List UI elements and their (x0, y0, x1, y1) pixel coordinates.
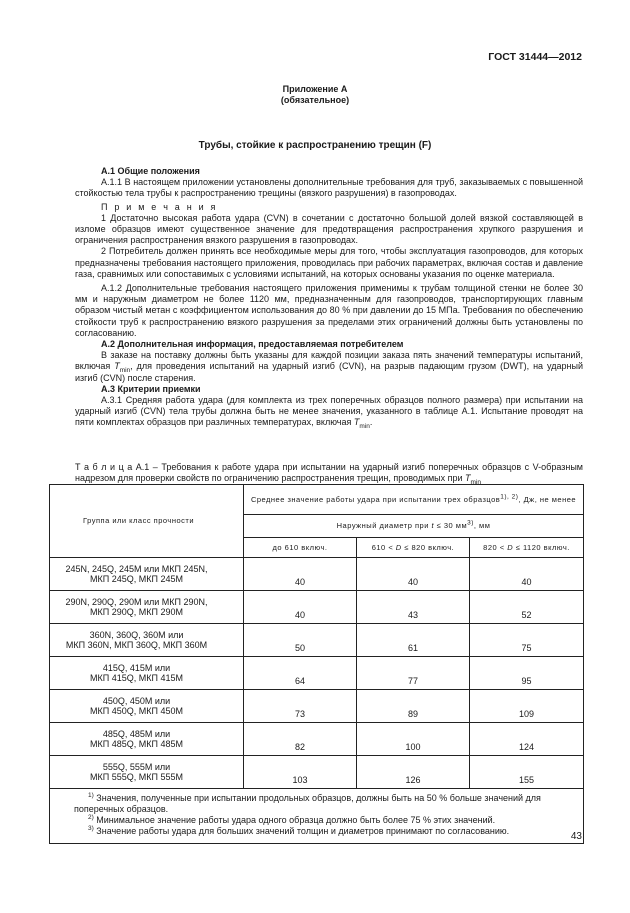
value-cell: 64 (244, 657, 357, 690)
strength-group-cell: 360N, 360Q, 360M или МКП 360N, МКП 360Q, МКП 360M (50, 624, 244, 657)
strength-group-cell: 555Q, 555M или МКП 555Q, МКП 555M (50, 756, 244, 789)
annex-status: (обязательное) (280, 95, 350, 105)
section-heading-a1: А.1 Общие положения (101, 166, 200, 176)
strength-group-cell: 290N, 290Q, 290M или МКП 290N, МКП 290Q, МКП 290M (50, 591, 244, 624)
section-heading-a3: А.3 Критерии приемки (101, 383, 201, 394)
paragraph-a1-2: А.1.2 Дополнительные требования настоящего приложения применимы к трубам толщиной стенки не более 30 мм и наружным диаметром не более 1120 мм, предназначенным для газопроводов, транспортирующих главным образом чистый метан с коэффициентом использования до 80 % при давлении до 15 МПа. Требования по обеспечению стойкости труб к распространению вязкого разрушения за пределами этих ограничений должны быть установлены по согласованию. (75, 283, 583, 338)
header-outer-diameter: Наружный диаметр при t ≤ 30 $мм^{3)}$, мм (244, 515, 584, 538)
header-strength-group: Группа или класс прочности (50, 485, 244, 558)
value-cell: 95 (470, 657, 584, 690)
value-cell: 40 (244, 558, 357, 591)
footnote-2: $^{2)}$ Минимальное значение работы удара одного образца должно быть более 75 % этих значений. (88, 814, 496, 825)
value-cell: 50 (244, 624, 357, 657)
paragraph-a3-1: А.3.1 Средняя работа удара (для комплекта из трех поперечных образцов полного размера) при испытании на ударный изгиб (CVN) тела трубы должна быть не менее значения, указанного в таблице А.1. Испытание проводят на пяти комплектах образцов при различных температурах, включая $T_{min}$. (75, 395, 583, 431)
value-cell: 40 (357, 558, 470, 591)
table-row (50, 657, 584, 690)
footnote-3: $^{3)}$ Значение работы удара для больших значений толщин и диаметров принимают по согласованию. (88, 825, 510, 836)
value-cell: 124 (470, 723, 584, 756)
header-diameter-1120: 820 < D ≤ 1120 включ. (470, 538, 584, 558)
note-2: 2 Потребитель должен принять все необходимые меры для того, чтобы эксплуатация газопроводов, для которых предназначены требования настоящего приложения, проводилась при рабочих параметрах, включая состав и давление газа, сравнимых или сопоставимых с условиями испытаний, на которых основаны указания по оценке материала. (75, 246, 583, 279)
paragraph-a2: В заказе на поставку должны быть указаны для каждой позиции заказа пять значений температуры испытаний, включая $T_{min}$, для проведения испытаний на ударный изгиб (CVN), на разрыв падающим грузом (DWT), на ударный изгиб (CVN) после старения. (75, 350, 583, 383)
value-cell: 155 (470, 756, 584, 789)
value-cell: 73 (244, 690, 357, 723)
value-cell: 75 (470, 624, 584, 657)
page-title: Трубы, стойкие к распространению трещин (F) (198, 140, 432, 151)
value-cell: 61 (357, 624, 470, 657)
strength-group-cell: 245N, 245Q, 245M или МКП 245N, МКП 245Q, МКП 245M (50, 558, 244, 591)
paragraph-a1-1: А.1.1 В настоящем приложении установлены дополнительные требования для труб, заказываемых с повышенной стойкостью тела трубы к распространению трещины (вязкого разрушения) в газопроводах. (75, 177, 583, 199)
header-impact-energy: Среднее значение работы удара при испытании трех образцов$^{1), 2)}$, Дж, не менее (244, 485, 584, 515)
strength-group-cell: 450Q, 450M или МКП 450Q, МКП 450M (50, 690, 244, 723)
table-row (50, 624, 584, 657)
value-cell: 77 (357, 657, 470, 690)
table-caption: Т а б л и ц а А.1 – Требования к работе удара при испытании на ударный изгиб поперечных образцов с V-образным надрезом для проверки свойств по ограничению распространения трещин, проводимых при $T_{min}$ (75, 462, 583, 486)
header-diameter-610: до 610 включ. (244, 538, 357, 558)
note-1: 1 Достаточно высокая работа удара (CVN) в сочетании с достаточно большой долей вязкой составляющей в изломе образцов имеют существенное значение для предотвращения распространения хрупкого разрушения и ограничения распространения вязкого разрушения в газопроводах. (75, 212, 583, 246)
body-text (75, 166, 583, 429)
notes-label: П р и м е ч а н и я (101, 201, 218, 212)
table-a1 (49, 484, 583, 844)
strength-group-cell: 415Q, 415M или МКП 415Q, МКП 415M (50, 657, 244, 690)
value-cell: 126 (357, 756, 470, 789)
table-row (50, 558, 584, 591)
strength-group-cell: 485Q, 485M или МКП 485Q, МКП 485M (50, 723, 244, 756)
value-cell: 40 (244, 591, 357, 624)
section-heading-a2: А.2 Дополнительная информация, предоставляемая потребителем (101, 339, 404, 350)
value-cell: 40 (470, 558, 584, 591)
value-cell: 103 (244, 756, 357, 789)
value-cell: 109 (470, 690, 584, 723)
header-diameter-820: 610 < D ≤ 820 включ. (357, 538, 470, 558)
footnote-1: $^{1)}$ Значения, полученные при испытании продольных образцов, должны быть на 50 % больше значений для поперечных образцов. (74, 792, 541, 814)
value-cell: 82 (244, 723, 357, 756)
value-cell: 100 (357, 723, 470, 756)
value-cell: 43 (357, 591, 470, 624)
table-row (50, 723, 584, 756)
table-footnotes (50, 789, 584, 844)
table-row (50, 591, 584, 624)
table-row (50, 690, 584, 723)
value-cell: 89 (357, 690, 470, 723)
page-number: 43 (570, 831, 582, 842)
annex-label: Приложение А (282, 84, 348, 94)
table-row (50, 756, 584, 789)
document-code: ГОСТ 31444—2012 (488, 51, 582, 63)
value-cell: 52 (470, 591, 584, 624)
